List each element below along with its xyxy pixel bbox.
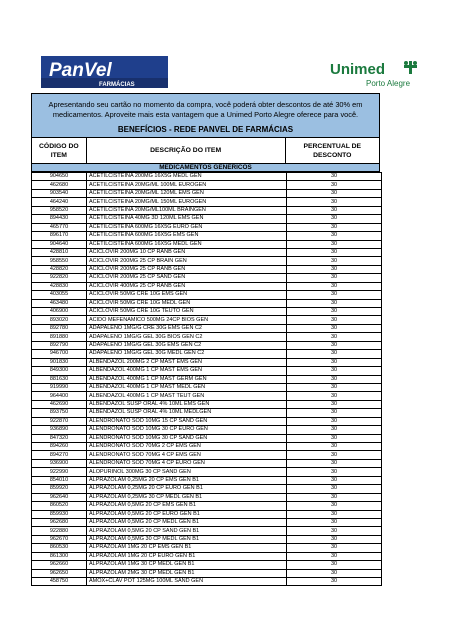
cell-code: 962680 bbox=[32, 518, 87, 526]
cell-desc: ACICLOVIR 200MG 25 CP BRAIN GEN bbox=[87, 257, 287, 265]
cell-desc: ACICLOVIR 200MG 25 CP RANB GEN bbox=[87, 265, 287, 273]
cell-pct: 30 bbox=[287, 468, 382, 476]
cell-code: 860520 bbox=[32, 502, 87, 510]
cell-pct: 30 bbox=[287, 324, 382, 332]
cell-desc: ALBENDAZOL 400MG 1 CP MAST TEUT GEN bbox=[87, 392, 287, 400]
cell-desc: ACETILCISTEINA 600MG 16X5G EMS GEN bbox=[87, 232, 287, 240]
cell-desc: ACIDO MEFENAMICO 500MG 24CP BIOS GEN bbox=[87, 316, 287, 324]
cell-desc: ALOPURINOL 300MG 30 CP SAND GEN bbox=[87, 468, 287, 476]
cell-code: 859920 bbox=[32, 485, 87, 493]
cell-pct: 30 bbox=[287, 358, 382, 366]
cell-code: 462680 bbox=[32, 181, 87, 189]
cell-desc: ACETILCISTEINA 200MG 16X5G MEDL GEN bbox=[87, 173, 287, 181]
cell-pct: 30 bbox=[287, 493, 382, 501]
cell-desc: ALPRAZOLAM 0,25MG 30 CP MEDL GEN B1 bbox=[87, 493, 287, 501]
cell-pct: 30 bbox=[287, 443, 382, 451]
cell-code: 958520 bbox=[32, 206, 87, 214]
cell-desc: ACICLOVIR 400MG 25 CP RANB GEN bbox=[87, 282, 287, 290]
cell-pct: 30 bbox=[287, 426, 382, 434]
cell-code: 849300 bbox=[32, 367, 87, 375]
cell-desc: AMOX+CLAV POT 125MG 100ML SAND GEN bbox=[87, 578, 287, 586]
cell-pct: 30 bbox=[287, 569, 382, 577]
cell-pct: 30 bbox=[287, 502, 382, 510]
unimed-logo-text: Unimed bbox=[330, 61, 386, 78]
cell-code: 962670 bbox=[32, 535, 87, 543]
cell-code: 854010 bbox=[32, 476, 87, 484]
table-row bbox=[32, 248, 382, 256]
table-row bbox=[32, 544, 382, 552]
cell-code: 922820 bbox=[32, 274, 87, 282]
cell-pct: 30 bbox=[287, 578, 382, 586]
table-row bbox=[32, 375, 382, 383]
cell-desc: ALBENDAZOL 400MG 1 CP MAST MEDL GEN bbox=[87, 383, 287, 391]
cell-code: 464240 bbox=[32, 198, 87, 206]
logo-bar bbox=[0, 0, 452, 92]
cell-pct: 30 bbox=[287, 206, 382, 214]
cell-code: 894430 bbox=[32, 215, 87, 223]
table-row bbox=[32, 518, 382, 526]
cell-desc: ACICLOVIR 50MG CRE 10G MEDL GEN bbox=[87, 299, 287, 307]
cell-pct: 30 bbox=[287, 248, 382, 256]
cell-code: 881630 bbox=[32, 375, 87, 383]
cell-desc: ALENDRONATO SOD 70MG 2 CP EMS GEN bbox=[87, 443, 287, 451]
cell-desc: ACETILCISTEINA 600MG 16X5G EURO GEN bbox=[87, 223, 287, 231]
table-row bbox=[32, 569, 382, 577]
cell-desc: ALBENDAZOL 400MG 1 CP MAST EMS GEN bbox=[87, 367, 287, 375]
column-header-code: CÓDIGO DO ITEM bbox=[32, 138, 87, 163]
cell-code: 936900 bbox=[32, 459, 87, 467]
table-row bbox=[32, 265, 382, 273]
cell-desc: ALPRAZOLAM 1MG 20 CP EMS GEN B1 bbox=[87, 544, 287, 552]
banner-title: BENEFÍCIOS - REDE PANVEL DE FARMÁCIAS bbox=[31, 122, 380, 137]
table-row bbox=[32, 535, 382, 543]
cell-code: 861300 bbox=[32, 552, 87, 560]
cell-code: 458750 bbox=[32, 578, 87, 586]
table-row bbox=[32, 426, 382, 434]
cell-desc: ALPRAZOLAM 1MG 30 CP MEDL GEN B1 bbox=[87, 561, 287, 569]
table-row bbox=[32, 240, 382, 248]
cell-pct: 30 bbox=[287, 223, 382, 231]
cell-pct: 30 bbox=[287, 215, 382, 223]
cell-desc: ADAPALENO 1MG/G GEL 30G BIOS GEN C2 bbox=[87, 333, 287, 341]
cell-pct: 30 bbox=[287, 257, 382, 265]
table-row bbox=[32, 232, 382, 240]
cell-desc: ALENDRONATO SOD 10MG 30 CP EURO GEN bbox=[87, 426, 287, 434]
cell-pct: 30 bbox=[287, 367, 382, 375]
cell-desc: ALENDRONATO SOD 10MG 15 CP SAND GEN bbox=[87, 417, 287, 425]
cell-pct: 30 bbox=[287, 265, 382, 273]
cell-pct: 30 bbox=[287, 316, 382, 324]
cell-code: 894270 bbox=[32, 451, 87, 459]
cell-pct: 30 bbox=[287, 476, 382, 484]
table-row bbox=[32, 350, 382, 358]
cell-pct: 30 bbox=[287, 552, 382, 560]
intro-text: Apresentando seu cartão no momento da compra, você poderá obter descontos de até 30% em medicamentos. Aproveite mais esta vantagem que a Unimed Porto Alegre oferece para você. bbox=[31, 93, 380, 122]
cell-pct: 30 bbox=[287, 333, 382, 341]
cell-code: 962660 bbox=[32, 561, 87, 569]
cell-code: 463480 bbox=[32, 299, 87, 307]
table-row bbox=[32, 215, 382, 223]
table-row bbox=[32, 400, 382, 408]
table-row bbox=[32, 223, 382, 231]
cell-code: 428820 bbox=[32, 265, 87, 273]
panvel-logo bbox=[41, 56, 168, 88]
cell-desc: ALPRAZOLAM 0,5MG 20 CP EURO GEN B1 bbox=[87, 510, 287, 518]
cell-pct: 30 bbox=[287, 232, 382, 240]
cell-desc: ALBENDAZOL 400MG 1 CP MAST GERM GEN bbox=[87, 375, 287, 383]
unimed-tree-icon bbox=[404, 61, 417, 74]
cell-code: 462690 bbox=[32, 400, 87, 408]
cell-code: 847320 bbox=[32, 434, 87, 442]
table-row bbox=[32, 417, 382, 425]
table-row bbox=[32, 383, 382, 391]
cell-desc: ACETILCISTEINA 20MG/ML100ML BRAINGEN bbox=[87, 206, 287, 214]
section-title: MEDICAMENTOS GENERICOS bbox=[31, 164, 380, 172]
cell-desc: ALENDRONATO SOD 70MG 4 CP EURO GEN bbox=[87, 459, 287, 467]
unimed-logo bbox=[330, 58, 420, 90]
table-row bbox=[32, 434, 382, 442]
cell-code: 406900 bbox=[32, 308, 87, 316]
table-row bbox=[32, 316, 382, 324]
cell-code: 859930 bbox=[32, 510, 87, 518]
cell-desc: ALBENDAZOL SUSP ORAL 4% 10ML EMS GEN bbox=[87, 400, 287, 408]
cell-desc: ACETILCISTEINA 40MG 3D 120ML EMS GEN bbox=[87, 215, 287, 223]
cell-code: 891880 bbox=[32, 333, 87, 341]
cell-code: 901830 bbox=[32, 358, 87, 366]
table-row bbox=[32, 561, 382, 569]
cell-pct: 30 bbox=[287, 451, 382, 459]
cell-pct: 30 bbox=[287, 350, 382, 358]
table-row bbox=[32, 274, 382, 282]
table-row bbox=[32, 341, 382, 349]
table-row bbox=[32, 485, 382, 493]
cell-desc: ALPRAZOLAM 0,5MG 30 CP MEDL GEN B1 bbox=[87, 535, 287, 543]
table-row bbox=[32, 173, 382, 181]
cell-desc: ADAPALENO 1MG/G CRE 30G EMS GEN C2 bbox=[87, 324, 287, 332]
table-row bbox=[32, 181, 382, 189]
table-row bbox=[32, 578, 382, 586]
cell-pct: 30 bbox=[287, 417, 382, 425]
cell-code: 428810 bbox=[32, 248, 87, 256]
cell-pct: 30 bbox=[287, 299, 382, 307]
cell-desc: ALPRAZOLAM 0,5MG 20 CP EMS GEN B1 bbox=[87, 502, 287, 510]
panvel-logo-sub: FARMÁCIAS bbox=[99, 82, 135, 88]
cell-desc: ACICLOVIR 50MG CRE 10G TEUTO GEN bbox=[87, 308, 287, 316]
table-row bbox=[32, 257, 382, 265]
discount-sheet bbox=[31, 93, 380, 586]
table-row bbox=[32, 510, 382, 518]
cell-pct: 30 bbox=[287, 459, 382, 467]
table-row bbox=[32, 308, 382, 316]
table-row bbox=[32, 476, 382, 484]
cell-pct: 30 bbox=[287, 409, 382, 417]
table-row bbox=[32, 291, 382, 299]
cell-pct: 30 bbox=[287, 198, 382, 206]
cell-desc: ACETILCISTEINA 600MG 16X5G MEDL GEN bbox=[87, 240, 287, 248]
cell-pct: 30 bbox=[287, 518, 382, 526]
cell-pct: 30 bbox=[287, 485, 382, 493]
cell-pct: 30 bbox=[287, 434, 382, 442]
cell-desc: ALPRAZOLAM 0,25MG 20 CP EMS GEN B1 bbox=[87, 476, 287, 484]
table-row bbox=[32, 324, 382, 332]
panvel-logo-text: PanVel bbox=[49, 60, 112, 81]
unimed-logo-sub: Porto Alegre bbox=[366, 79, 411, 88]
cell-code: 962650 bbox=[32, 569, 87, 577]
cell-code: 919990 bbox=[32, 383, 87, 391]
cell-code: 892790 bbox=[32, 341, 87, 349]
cell-code: 860530 bbox=[32, 544, 87, 552]
cell-desc: ALPRAZOLAM 0,25MG 20 CP EURO GEN B1 bbox=[87, 485, 287, 493]
cell-desc: ALPRAZOLAM 0,5MG 20 CP MEDL GEN B1 bbox=[87, 518, 287, 526]
cell-code: 922880 bbox=[32, 527, 87, 535]
cell-pct: 30 bbox=[287, 308, 382, 316]
table-row bbox=[32, 443, 382, 451]
cell-pct: 30 bbox=[287, 510, 382, 518]
cell-pct: 30 bbox=[287, 189, 382, 197]
column-header-row bbox=[31, 137, 380, 164]
cell-code: 936890 bbox=[32, 426, 87, 434]
cell-desc: ALENDRONATO SOD 70MG 4 CP EMS GEN bbox=[87, 451, 287, 459]
cell-desc: ADAPALENO 1MG/G GEL 30G MEDL GEN C2 bbox=[87, 350, 287, 358]
cell-desc: ALPRAZOLAM 0,5MG 20 CP SAND GEN B1 bbox=[87, 527, 287, 535]
table-row bbox=[32, 502, 382, 510]
table-row bbox=[32, 451, 382, 459]
table-row bbox=[32, 552, 382, 560]
cell-pct: 30 bbox=[287, 400, 382, 408]
cell-desc: ACETILCISTEINA 20MG/ML 150ML EUROGEN bbox=[87, 198, 287, 206]
cell-code: 465770 bbox=[32, 223, 87, 231]
cell-pct: 30 bbox=[287, 240, 382, 248]
cell-pct: 30 bbox=[287, 527, 382, 535]
cell-code: 894260 bbox=[32, 443, 87, 451]
medication-table bbox=[31, 172, 382, 586]
cell-pct: 30 bbox=[287, 341, 382, 349]
table-row bbox=[32, 459, 382, 467]
cell-pct: 30 bbox=[287, 561, 382, 569]
cell-pct: 30 bbox=[287, 291, 382, 299]
cell-code: 893020 bbox=[32, 316, 87, 324]
table-row bbox=[32, 206, 382, 214]
cell-desc: ALBENDAZOL SUSP ORAL 4% 10ML MEDLGEN bbox=[87, 409, 287, 417]
table-row bbox=[32, 468, 382, 476]
cell-pct: 30 bbox=[287, 544, 382, 552]
cell-pct: 30 bbox=[287, 392, 382, 400]
cell-desc: ACETILCISTEINA 20MG/ML 120ML EMS GEN bbox=[87, 189, 287, 197]
cell-desc: ALENDRONATO SOD 10MG 30 CP SAND GEN bbox=[87, 434, 287, 442]
table-row bbox=[32, 493, 382, 501]
cell-pct: 30 bbox=[287, 274, 382, 282]
cell-desc: ALPRAZOLAM 1MG 20 CP EURO GEN B1 bbox=[87, 552, 287, 560]
cell-desc: ALPRAZOLAM 2MG 30 CP MEDL GEN B1 bbox=[87, 569, 287, 577]
cell-desc: ACICLOVIR 200MG 25 CP SAND GEN bbox=[87, 274, 287, 282]
cell-code: 922870 bbox=[32, 417, 87, 425]
cell-pct: 30 bbox=[287, 181, 382, 189]
table-row bbox=[32, 367, 382, 375]
cell-code: 922990 bbox=[32, 468, 87, 476]
table-row bbox=[32, 189, 382, 197]
table-row bbox=[32, 358, 382, 366]
cell-code: 403055 bbox=[32, 291, 87, 299]
column-header-desc: DESCRIÇÃO DO ITEM bbox=[87, 138, 286, 163]
cell-code: 958550 bbox=[32, 257, 87, 265]
cell-code: 962640 bbox=[32, 493, 87, 501]
cell-pct: 30 bbox=[287, 375, 382, 383]
cell-code: 904650 bbox=[32, 173, 87, 181]
cell-desc: ALBENDAZOL 200MG 2 CP MAST EMS GEN bbox=[87, 358, 287, 366]
cell-code: 892780 bbox=[32, 324, 87, 332]
cell-pct: 30 bbox=[287, 535, 382, 543]
table-row bbox=[32, 392, 382, 400]
cell-code: 428830 bbox=[32, 282, 87, 290]
cell-pct: 30 bbox=[287, 282, 382, 290]
table-row bbox=[32, 409, 382, 417]
table-row bbox=[32, 527, 382, 535]
cell-desc: ADAPALENO 1MG/G GEL 30G EMS GEN C2 bbox=[87, 341, 287, 349]
cell-code: 964400 bbox=[32, 392, 87, 400]
cell-desc: ACICLOVIR 50MG CRE 10G EMS GEN bbox=[87, 291, 287, 299]
column-header-pct: PERCENTUAL DE DESCONTO bbox=[303, 142, 362, 159]
cell-desc: ACICLOVIR 200MG 10 CP RANB GEN bbox=[87, 248, 287, 256]
cell-code: 946700 bbox=[32, 350, 87, 358]
cell-code: 903540 bbox=[32, 189, 87, 197]
cell-code: 896170 bbox=[32, 232, 87, 240]
cell-pct: 30 bbox=[287, 383, 382, 391]
table-row bbox=[32, 333, 382, 341]
cell-code: 904640 bbox=[32, 240, 87, 248]
table-row bbox=[32, 198, 382, 206]
cell-code: 893750 bbox=[32, 409, 87, 417]
cell-pct: 30 bbox=[287, 173, 382, 181]
cell-desc: ACETILCISTEINA 20MG/ML 100ML EUROGEN bbox=[87, 181, 287, 189]
table-row bbox=[32, 282, 382, 290]
table-row bbox=[32, 299, 382, 307]
